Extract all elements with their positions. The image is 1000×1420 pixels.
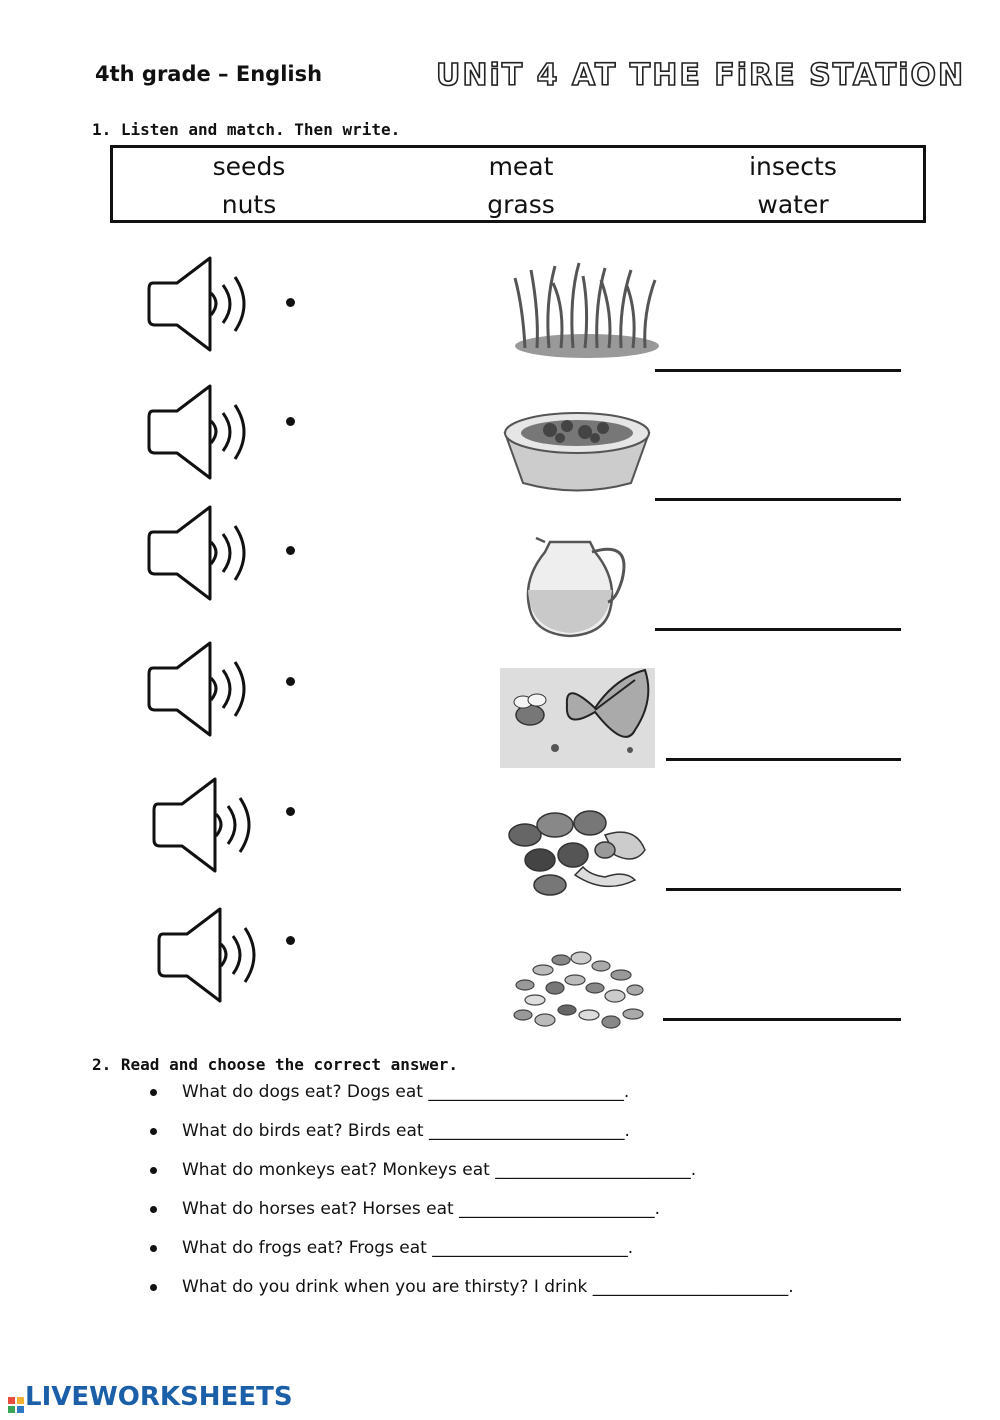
water-jug-picture-icon[interactable] bbox=[500, 530, 665, 645]
word-bank bbox=[110, 145, 926, 223]
question-item bbox=[150, 1115, 794, 1154]
question-list bbox=[150, 1076, 794, 1310]
grass-picture-icon[interactable] bbox=[505, 258, 670, 373]
liveworksheets-logo bbox=[8, 1382, 293, 1412]
brand-name: LIVEWORKSHEETS bbox=[25, 1382, 293, 1412]
match-dot[interactable] bbox=[286, 807, 295, 816]
answer-blank[interactable]: _______________________. bbox=[495, 1160, 697, 1180]
answer-line[interactable] bbox=[655, 369, 901, 372]
question-item bbox=[150, 1154, 794, 1193]
answer-line[interactable] bbox=[666, 888, 901, 891]
word-bank-word: seeds bbox=[212, 152, 286, 181]
answer-blank[interactable]: _______________________. bbox=[459, 1199, 660, 1219]
question-item bbox=[150, 1076, 794, 1115]
meat-bowl-picture-icon[interactable] bbox=[495, 388, 660, 503]
match-dot[interactable] bbox=[286, 417, 295, 426]
answer-blank[interactable]: _______________________. bbox=[432, 1238, 634, 1258]
nuts-picture-icon[interactable] bbox=[495, 795, 660, 910]
answer-line[interactable] bbox=[663, 1018, 901, 1021]
question-text: What do birds eat? Birds eat bbox=[182, 1121, 424, 1141]
answer-blank[interactable]: _______________________. bbox=[428, 1121, 630, 1141]
word-bank-word: grass bbox=[487, 190, 555, 219]
seeds-picture-icon[interactable] bbox=[495, 930, 660, 1045]
grade-label: 4th grade – English bbox=[95, 62, 323, 86]
question-text: What do monkeys eat? Monkeys eat bbox=[182, 1160, 490, 1180]
logo-blocks-icon bbox=[8, 1390, 24, 1406]
question-text: What do dogs eat? Dogs eat bbox=[182, 1082, 423, 1102]
speaker-icon[interactable] bbox=[155, 906, 275, 1006]
word-bank-word: insects bbox=[749, 152, 837, 181]
answer-line[interactable] bbox=[666, 758, 901, 761]
question-item bbox=[150, 1232, 794, 1271]
question-text: What do frogs eat? Frogs eat bbox=[182, 1238, 427, 1258]
speaker-icon[interactable] bbox=[145, 255, 265, 355]
question-item bbox=[150, 1193, 794, 1232]
match-dot[interactable] bbox=[286, 298, 295, 307]
speaker-icon[interactable] bbox=[145, 383, 265, 483]
word-bank-word: meat bbox=[488, 152, 554, 181]
question-item bbox=[150, 1271, 794, 1310]
word-bank-word: water bbox=[757, 190, 829, 219]
question-text: What do you drink when you are thirsty? I drink bbox=[182, 1277, 588, 1297]
match-dot[interactable] bbox=[286, 677, 295, 686]
question-text: What do horses eat? Horses eat bbox=[182, 1199, 454, 1219]
speaker-icon[interactable] bbox=[145, 640, 265, 740]
unit-title: UNiT 4 AT THE FiRE STATiON bbox=[436, 58, 966, 93]
answer-line[interactable] bbox=[655, 498, 901, 501]
speaker-icon[interactable] bbox=[145, 504, 265, 604]
word-bank-word: nuts bbox=[221, 190, 277, 219]
match-dot[interactable] bbox=[286, 546, 295, 555]
speaker-icon[interactable] bbox=[150, 776, 270, 876]
match-dot[interactable] bbox=[286, 936, 295, 945]
answer-blank[interactable]: _______________________. bbox=[428, 1082, 630, 1102]
answer-line[interactable] bbox=[655, 628, 901, 631]
answer-blank[interactable]: _______________________. bbox=[592, 1277, 794, 1297]
insects-picture-icon[interactable] bbox=[495, 660, 660, 775]
exercise-2-title: 2. Read and choose the correct answer. bbox=[92, 1055, 459, 1074]
exercise-1-title: 1. Listen and match. Then write. bbox=[92, 120, 401, 139]
